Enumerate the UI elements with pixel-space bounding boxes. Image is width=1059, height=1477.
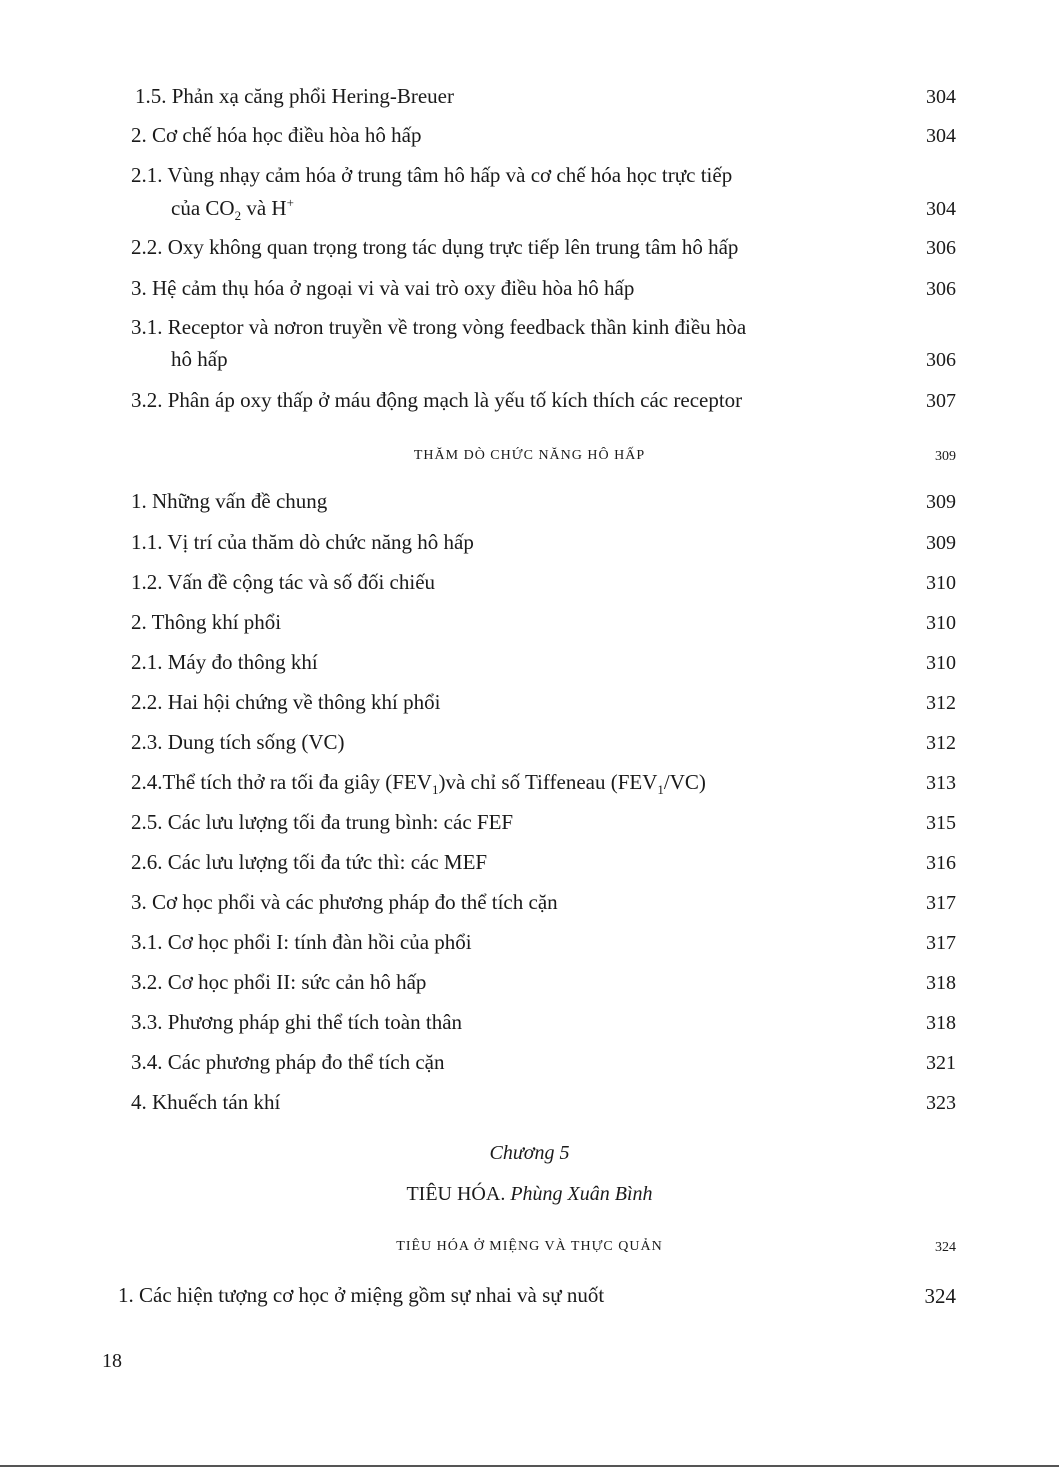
toc-entry: 1.5. Phản xạ căng phổi Hering-Breuer xyxy=(135,84,454,108)
toc-entry: 2.2. Oxy không quan trọng trong tác dụng trực tiếp lên trung tâm hô hấp xyxy=(131,235,739,259)
chapter-author: Phùng Xuân Bình xyxy=(510,1183,653,1205)
toc-entry-text: và H xyxy=(241,196,287,220)
toc-page: 309 xyxy=(926,532,956,554)
toc-page: 313 xyxy=(926,772,956,794)
toc-entry: 3.2. Phân áp oxy thấp ở máu động mạch là yếu tố kích thích các receptor xyxy=(131,388,743,412)
toc-page: 315 xyxy=(926,812,956,834)
toc-entry: 2. Thông khí phổi xyxy=(131,610,282,634)
toc-entry-text: )và chỉ số Tiffeneau (FEV xyxy=(438,770,658,794)
subscript: 1 xyxy=(431,782,439,798)
toc-page: 312 xyxy=(926,732,956,754)
section-heading: TIÊU HÓA Ở MIỆNG VÀ THỰC QUẢN xyxy=(396,1239,663,1254)
toc-entry-text: 2.4.Thể tích thở ra tối đa giây (FEV xyxy=(131,770,432,794)
toc-entry xyxy=(171,196,294,222)
toc-entry xyxy=(131,772,706,796)
toc-page: 318 xyxy=(926,1012,956,1034)
toc-entry: 3.4. Các phương pháp đo thể tích cặn xyxy=(131,1050,445,1074)
toc-entry: 2.1. Vùng nhạy cảm hóa ở trung tâm hô hấp và cơ chế hóa học trực tiếp xyxy=(131,163,733,187)
toc-page: 307 xyxy=(926,390,956,412)
toc-entry: 3.1. Cơ học phổi I: tính đàn hồi của phổi xyxy=(131,930,472,954)
chapter-title-text: TIÊU HÓA. xyxy=(406,1183,506,1205)
toc-page: 324 xyxy=(935,1240,956,1255)
toc-page: 310 xyxy=(926,612,956,634)
toc-entry: 2.6. Các lưu lượng tối đa tức thì: các MEF xyxy=(131,850,488,874)
toc-entry-text: /VC) xyxy=(663,770,706,794)
toc-entry: hô hấp xyxy=(171,347,228,371)
toc-page: 312 xyxy=(926,692,956,714)
toc-entry: 2.1. Máy đo thông khí xyxy=(131,650,318,674)
toc-entry: 2.5. Các lưu lượng tối đa trung bình: các FEF xyxy=(131,810,514,834)
superscript: + xyxy=(286,195,294,210)
toc-page: 317 xyxy=(926,892,956,914)
toc-entry: 3.3. Phương pháp ghi thể tích toàn thân xyxy=(131,1010,463,1034)
toc-page: 310 xyxy=(926,572,956,594)
toc-page: 309 xyxy=(935,449,956,464)
toc-page: 316 xyxy=(926,852,956,874)
toc-page: 324 xyxy=(924,1284,956,1308)
toc-page: 304 xyxy=(926,86,956,108)
toc-entry-text: của CO xyxy=(171,196,235,220)
toc-page: 306 xyxy=(926,237,956,259)
toc-entry: 2. Cơ chế hóa học điều hòa hô hấp xyxy=(131,123,422,147)
toc-entry: 1. Những vấn đề chung xyxy=(131,489,328,513)
toc-entry: 3. Cơ học phổi và các phương pháp đo thể tích cặn xyxy=(131,890,558,914)
toc-page: 309 xyxy=(926,491,956,513)
toc-page: 306 xyxy=(926,278,956,300)
toc-entry: 1.1. Vị trí của thăm dò chức năng hô hấp xyxy=(131,530,474,554)
toc-entry: 3. Hệ cảm thụ hóa ở ngoại vi và vai trò oxy điều hòa hô hấp xyxy=(131,276,635,300)
toc-entry: 3.2. Cơ học phổi II: sức cản hô hấp xyxy=(131,970,427,994)
section-heading: THĂM DÒ CHỨC NĂNG HÔ HẤP xyxy=(413,448,646,463)
chapter-label: Chương 5 xyxy=(489,1142,570,1164)
toc-page: 306 xyxy=(926,349,956,371)
page-number: 18 xyxy=(102,1350,122,1372)
toc-page: 317 xyxy=(926,932,956,954)
toc-page: 318 xyxy=(926,972,956,994)
subscript: 2 xyxy=(234,208,242,224)
toc-page: 323 xyxy=(926,1092,956,1114)
chapter-title xyxy=(0,1184,1059,1204)
toc-page: 321 xyxy=(926,1052,956,1074)
toc-entry: 2.3. Dung tích sống (VC) xyxy=(131,730,345,754)
toc-entry: 1. Các hiện tượng cơ học ở miệng gồm sự nhai và sự nuốt xyxy=(118,1283,605,1307)
toc-page: 304 xyxy=(926,198,956,220)
toc-entry: 4. Khuếch tán khí xyxy=(131,1090,281,1114)
toc-page: 310 xyxy=(926,652,956,674)
toc-entry: 1.2. Vấn đề cộng tác và số đối chiếu xyxy=(131,570,436,594)
toc-entry: 2.2. Hai hội chứng về thông khí phổi xyxy=(131,690,441,714)
toc-page: 304 xyxy=(926,125,956,147)
subscript: 1 xyxy=(657,782,664,798)
scan-edge xyxy=(0,1465,1059,1467)
toc-entry: 3.1. Receptor và nơron truyền về trong vòng feedback thần kinh điều hòa xyxy=(131,315,747,339)
